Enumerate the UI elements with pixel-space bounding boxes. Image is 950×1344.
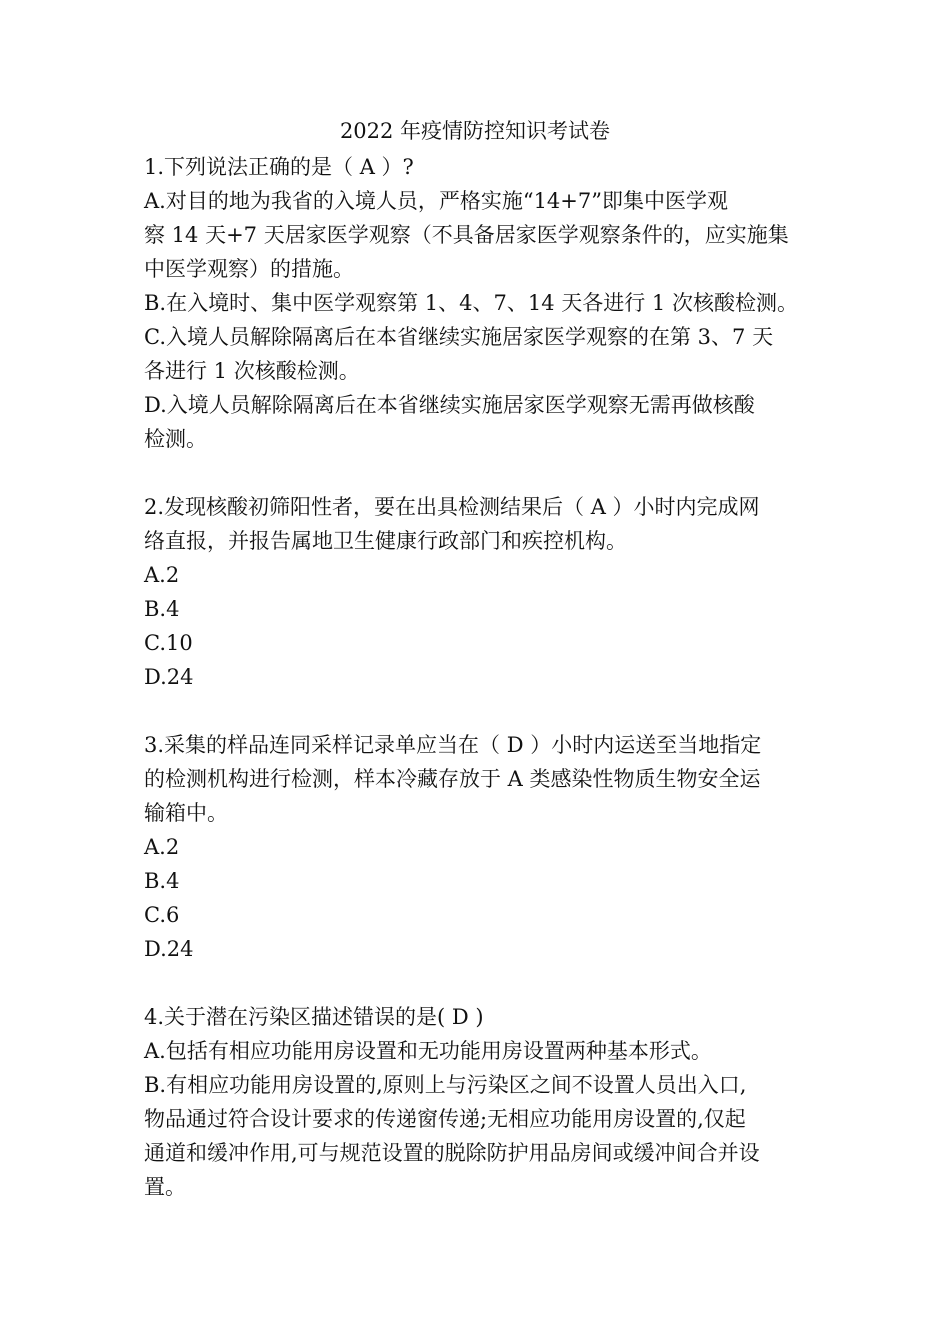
question-line: 的检测机构进行检测，样本冷藏存放于 A 类感染性物质生物安全运 <box>144 767 761 791</box>
question-line: 中医学观察）的措施。 <box>144 257 354 281</box>
paragraph-gap <box>144 966 814 1000</box>
question-line: 4.关于潜在污染区描述错误的是( D ) <box>144 1005 484 1029</box>
question-line: C.入境人员解除隔离后在本省继续实施居家医学观察的在第 3、7 天 <box>144 325 774 349</box>
question-4 <box>144 1000 814 1204</box>
question-line: C.6 <box>144 903 180 927</box>
question-3 <box>144 728 814 966</box>
question-line: 3.采集的样品连同采样记录单应当在（ D ）小时内运送至当地指定 <box>144 733 762 757</box>
question-line: B.4 <box>144 869 180 893</box>
question-line: B.在入境时、集中医学观察第 1、4、7、14 天各进行 1 次核酸检测。 <box>144 291 798 315</box>
question-line: 2.发现核酸初筛阳性者，要在出具检测结果后（ A ）小时内完成网 <box>144 495 760 519</box>
paragraph-gap <box>144 694 814 728</box>
question-line: D.24 <box>144 937 194 961</box>
question-line: D.入境人员解除隔离后在本省继续实施居家医学观察无需再做核酸 <box>144 393 755 417</box>
paragraph-gap <box>144 456 814 490</box>
question-line: 1.下列说法正确的是（ A ）? <box>144 155 414 179</box>
question-line: 检测。 <box>144 427 207 451</box>
document-body <box>144 150 814 1204</box>
question-line: 输箱中。 <box>144 801 228 825</box>
question-line: B.有相应功能用房设置的,原则上与污染区之间不设置人员出入口, <box>144 1073 747 1097</box>
question-line: A.2 <box>144 835 180 859</box>
question-line: D.24 <box>144 665 194 689</box>
question-line: B.4 <box>144 597 180 621</box>
question-1 <box>144 150 814 456</box>
question-line: C.10 <box>144 631 193 655</box>
question-line: 物品通过符合设计要求的传递窗传递;无相应功能用房设置的,仅起 <box>144 1107 746 1131</box>
question-2 <box>144 490 814 694</box>
question-line: 各进行 1 次核酸检测。 <box>144 359 360 383</box>
question-line: 络直报，并报告属地卫生健康行政部门和疾控机构。 <box>144 529 627 553</box>
question-line: A.2 <box>144 563 180 587</box>
question-line: 置。 <box>144 1175 186 1199</box>
question-line: A.对目的地为我省的入境人员，严格实施“14+7”即集中医学观 <box>144 189 728 213</box>
question-line: A.包括有相应功能用房设置和无功能用房设置两种基本形式。 <box>144 1039 712 1063</box>
question-line: 通道和缓冲作用,可与规范设置的脱除防护用品房间或缓冲间合并设 <box>144 1141 760 1165</box>
document-title: 2022 年疫情防控知识考试卷 <box>339 119 611 143</box>
question-line: 察 14 天+7 天居家医学观察（不具备居家医学观察条件的，应实施集 <box>144 223 789 247</box>
